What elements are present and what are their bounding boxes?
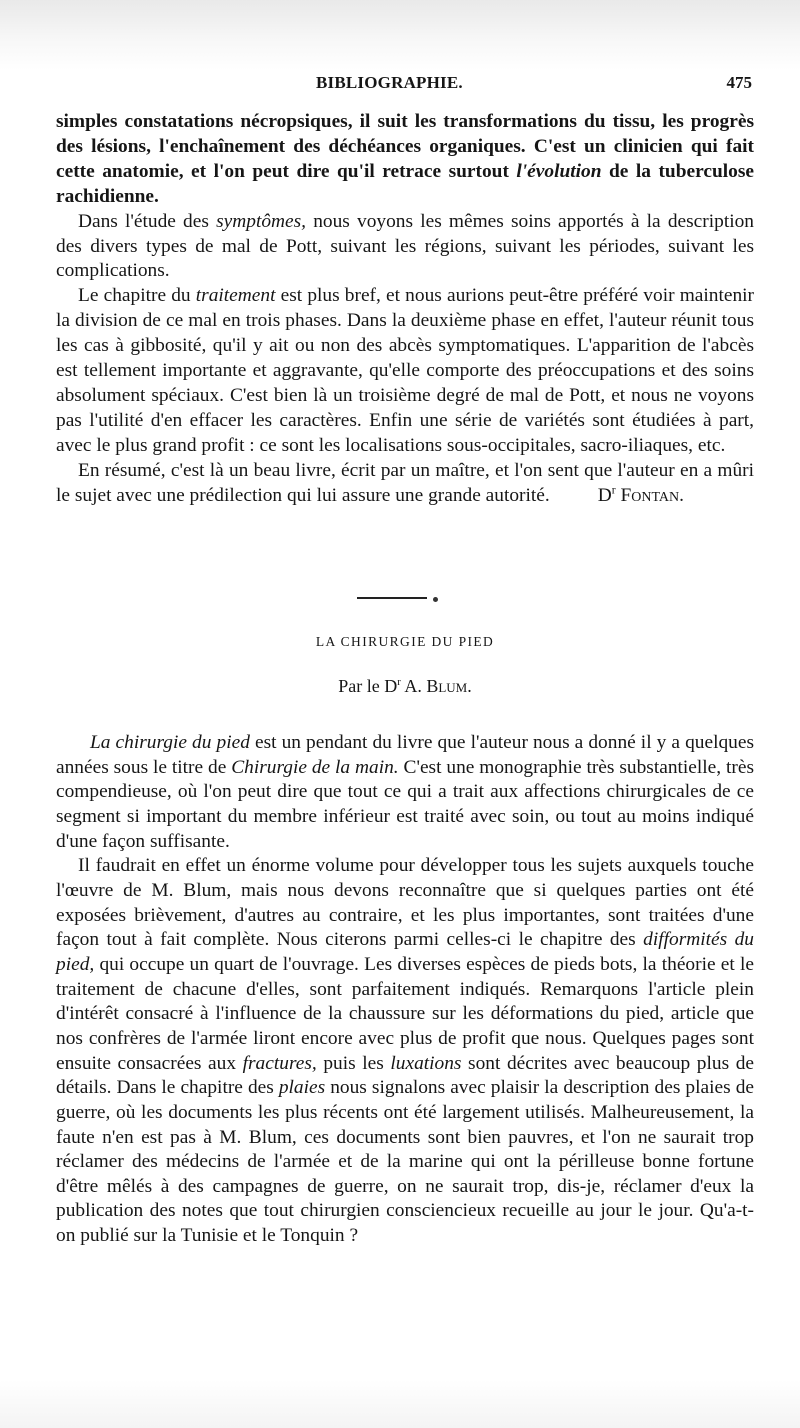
italic-run: traitement [195,285,276,307]
italic-run: La chirurgie du pied [90,732,250,753]
text-run: est un pendant du livre que l'auteur nous a donné il y a quelques années sous le titre de [56,732,755,778]
paragraph [56,284,754,458]
text-run: nous signalons avec plaisir la description des plaies de guerre, où les documents les plus récents ont été largement utilisés. Malheureusement, la faute n'en est pas à M. Blum, ces documents sont bien pauvres, et l'on ne saurait trop réclamer des médecins de l'armée et de la marine qui ont la périlleuse bonne fortune d'être mêlés à des campagnes de guerre, on ne saurait trop, dis-je, réclamer d'eux la publication des notes que tout chirurgien consciencieux recueille au jour le jour. Qu'a-t-on publié sur la Tunisie et le Tonquin ? [56,1077,754,1247]
section-title: LA CHIRURGIE DU PIED [315,634,495,649]
paragraph [56,110,754,210]
signature [576,484,684,509]
page-header [56,73,754,101]
byline-initial: A. [400,676,427,696]
paragraph [56,210,754,285]
text-run: Il faudrait en effet un énorme volume pour développer tous les sujets auxquels touche l'œuvre de M. Blum, mais nous devons reconnaître que si quelques parties ont été exposées brièvement, d'autres au contraire, et les plus importantes, sont traitées d'une façon tout à fait complète. Nous citerons parmi celles-ci le chapitre des [56,855,754,951]
text-run: Le chapitre du [78,285,196,307]
italic-run: fractures, [242,1052,317,1074]
italic-run: luxations [390,1052,462,1074]
text-run: C'est une monographie très substantielle, très compendieuse, où l'on peut dire que tout ce qui a trait aux affections chirurgicales de ce segment si important du membre inférieur est traité avec soin, ou tout au moins indiqué d'une façon suffisante. [56,756,755,852]
signature-name: Fontan. [620,484,684,506]
paragraph [56,459,754,509]
signature-title: D [597,484,612,506]
text-run: nous voyons les mêmes soins apportés à la description des divers types de mal de Pott, suivant les régions, suivant les périodes, suivant les complications. [56,210,754,282]
divider-dot [433,597,438,602]
byline-name: Blum. [426,676,472,696]
italic-run: l'évolution [516,160,602,182]
signature-title-sup: r [611,483,616,497]
review-continuation [56,110,754,509]
italic-run: Chirurgie de la main. [231,756,399,778]
paragraph [56,854,754,1249]
italic-run: plaies [278,1077,326,1099]
byline [56,676,754,697]
text-run: simples constatations nécropsiques, il suit les transformations du tissu, les progrès des lésions, l'enchaînement des déchéances organiques. C'est un clinicien qui fait cette anatomie, et l'on peut dire qu'il retrace surtout [56,111,754,182]
text-run: En résumé, c'est là un beau livre, écrit par un maître, et l'on sent que l'auteur en a mûri le sujet avec une prédilection qui lui assure une grande autorité. [56,459,754,506]
text-run: est plus bref, et nous aurions peut-être préféré voir maintenir la division de ce mal en trois phases. Dans la deuxième phase en effet, l'auteur réunit tous les cas à gibbosité, qu'il y ait ou non des abcès symptomatiques. L'apparition de l'abcès est tellement importante et aggravante, qu'elle comporte des préoccupations et des soins absolument spéciaux. C'est bien là un troisième degré de mal de Pott, et nous ne voyons pas l'utilité d'en effacer les caractères. Enfin une série de variétés sont étudiées à part, avec le plus grand profit : ce sont les localisations sous-occipitales, sacro-iliaques, etc. [56,285,754,456]
text-run: Dans l'étude des [78,210,217,232]
text-run: puis les [316,1052,391,1074]
italic-run: symptômes, [216,210,307,232]
byline-sup: r [397,676,401,688]
italic-run: difformités du pied, [56,929,754,975]
byline-prefix: Par le D [338,676,398,696]
text-run: de la tuberculose rachidienne. [56,160,754,207]
section-divider [357,597,427,599]
page-number: 475 [726,73,752,92]
text-run: qui occupe un quart de l'ouvrage. Les diverses espèces de pieds bots, la théorie et le traitement de chacune d'elles, sont parfaitement indiqués. Remarquons l'article plein d'intérêt consacré à l'influence de la chaussure sur les déformations du pied, article que nos confrères de l'armée liront encore avec plus de profit que nous. Quelques pages sont ensuite consacrées aux [56,953,754,1074]
running-title: BIBLIOGRAPHIE. [316,73,463,92]
text-run: sont décrites avec beaucoup plus de détails. Dans le chapitre des [56,1052,754,1099]
paragraph [56,731,754,854]
review-body [56,731,754,1249]
